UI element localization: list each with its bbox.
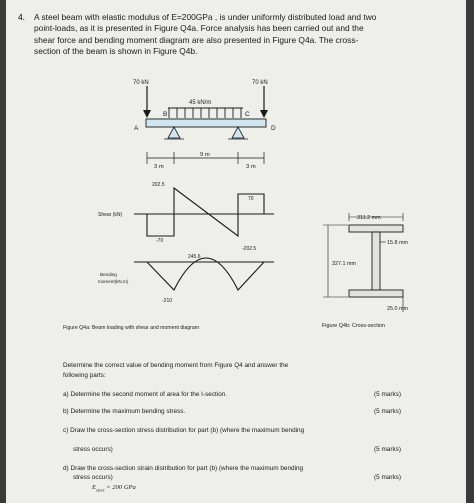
support-right-icon xyxy=(232,127,244,138)
task-b-marks: (5 marks) xyxy=(374,408,401,415)
span-right-label: 3 m xyxy=(246,164,256,170)
e-steel-line xyxy=(92,484,136,492)
shear-value-neg202-5: -202.5 xyxy=(242,246,257,252)
e-steel-value: = 200 GPa xyxy=(106,484,136,491)
point-c-label: C xyxy=(245,111,250,118)
beam-body xyxy=(146,119,266,127)
task-a-text: a) Determine the second moment of area for the I-section. xyxy=(63,391,228,398)
span-left-label: 3 m xyxy=(154,164,164,170)
document-page xyxy=(6,0,466,503)
task-b-text: b) Determine the maximum bending stress. xyxy=(63,408,186,415)
tasks-intro-2: following parts: xyxy=(63,372,106,379)
question-number: 4. xyxy=(18,12,25,22)
moment-value-neg210: -210 xyxy=(162,298,173,304)
moment-diagram-curve xyxy=(147,258,264,290)
e-steel-symbol: E xyxy=(92,484,97,491)
section-width-label: 311.2 mm xyxy=(357,215,381,221)
section-web-label: 15.8 mm xyxy=(387,240,408,246)
task-a-marks: (5 marks) xyxy=(374,391,401,398)
i-section-shape xyxy=(349,225,403,297)
e-steel-subscript: steel xyxy=(96,487,105,493)
figure-q4a-caption: Figure Q4a: Beam loading with shear and moment diagram xyxy=(63,325,200,331)
point-b-label: B xyxy=(163,111,168,118)
point-d-label: D xyxy=(271,125,276,132)
task-c-text-2: stress occurs) xyxy=(73,446,113,453)
tasks-intro-1: Determine the correct value of bending moment from Figure Q4 and answer the xyxy=(63,362,289,369)
intro-line-3: shear force and bending moment diagram are also presented in Figure Q4a. The cross- xyxy=(34,34,359,45)
shear-value-70: 70 xyxy=(248,196,254,202)
udl-arrows xyxy=(168,108,243,118)
moment-axis-label-2: moment(kN.m) xyxy=(98,279,129,284)
task-d-text-2: stress occurs) xyxy=(73,474,113,481)
intro-line-4: section of the beam is shown in Figure Q4b. xyxy=(34,46,198,57)
task-d-marks: (5 marks) xyxy=(374,474,401,481)
moment-axis-label-1: Bending xyxy=(100,272,117,277)
intro-line-1: A steel beam with elastic modulus of E=200GPa , is under uniformly distributed load and two xyxy=(34,12,377,22)
figure-q4a xyxy=(6,0,466,330)
load-left-label: 70 kN xyxy=(133,80,149,86)
intro-line-2: point-loads, as it is presented in Figure Q4a. Force analysis has been carried out and the xyxy=(34,23,364,34)
section-height-label: 327.1 mm xyxy=(332,261,356,267)
shear-diagram-line xyxy=(147,188,264,236)
shear-value-neg70: -70 xyxy=(156,238,164,244)
shear-axis-label: Shear (kN) xyxy=(98,212,123,218)
span-mid-label: 9 m xyxy=(200,152,210,158)
point-a-label: A xyxy=(134,125,139,132)
task-c-marks: (5 marks) xyxy=(374,446,401,453)
moment-value-245-6: 245.6 xyxy=(188,254,201,260)
udl-label: 45 kN/m xyxy=(189,100,212,106)
figure-q4b-caption: Figure Q4b: Cross-section xyxy=(322,323,385,329)
load-right-label: 70 kN xyxy=(252,80,268,86)
section-flange-label: 25.0 mm xyxy=(387,306,408,312)
support-left-icon xyxy=(168,127,180,138)
task-d-text: d) Draw the cross-section strain distribution for part (b) (where the maximum bending xyxy=(63,465,304,472)
task-c-text: c) Draw the cross-section stress distribution for part (b) (where the maximum bending xyxy=(63,427,305,434)
shear-value-202-5: 202.5 xyxy=(152,182,165,188)
